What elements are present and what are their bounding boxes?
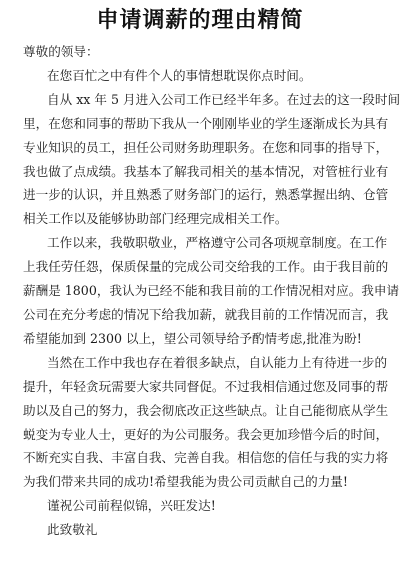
paragraph-1-line-6: 相关工作以及能够协助部门经理完成相关工作。 [23, 211, 288, 227]
paragraph-1-line-5: 进一步的认识，并且熟悉了财务部门的运行，熟悉掌握出纳、仓管 [23, 187, 389, 203]
closing-salute-line: 此致敬礼 [47, 522, 98, 538]
paragraph-3-line-4: 蜕变为专业人士，更好的为公司服务。我会更加珍惜今后的时间， [23, 426, 389, 442]
paragraph-2-line-5: 希望能加到 2300 以上，望公司领导给予酌情考虑,批准为盼! [23, 330, 362, 346]
paragraph-1-line-4: 我也做了点成绩。我基本了解我司相关的基本情况，对管桩行业有 [23, 163, 389, 179]
paragraph-1-line-3: 专业知识的员工，担任公司财务助理职务。在您和同事的指导下， [23, 139, 389, 155]
salutation-line: 尊敬的领导： [23, 44, 99, 59]
paragraph-2-line-2: 上我任劳任怨，保质保量的完成公司交给我的工作。由于我目前的 [23, 259, 389, 275]
paragraph-3-line-2: 提升，年轻贪玩需要大家共同督促。不过我相信通过您及同事的帮 [23, 378, 389, 394]
paragraph-1-line-1: 自从 xx 年 5 月进入公司工作已经半年多。在过去的这一段时间 [47, 91, 400, 107]
document-title: 申请调薪的理由精简 [96, 8, 304, 33]
paragraph-1-line-2: 里，在您和同事的帮助下我从一个刚刚毕业的学生逐渐成长为具有 [23, 115, 389, 131]
paragraph-3-line-3: 助以及自己的努力，我会彻底改正这些缺点。让自己能彻底从学生 [23, 402, 389, 418]
paragraph-3-line-5: 不断充实自我、丰富自我、完善自我。相信您的信任与我的实力将 [23, 450, 389, 466]
paragraph-2-line-4: 公司在充分考虑的情况下给我加薪，就我目前的工作情况而言，我 [23, 306, 389, 322]
paragraph-2-line-1: 工作以来，我敬职敬业，严格遵守公司各项规章制度。在工作 [47, 235, 388, 251]
closing-wish-line: 谨祝公司前程似锦，兴旺发达! [47, 498, 216, 514]
letter-body [0, 36, 400, 542]
paragraph-2-line-3: 薪酬是 1800，我认为已经不能和我目前的工作情况相对应。我申请 [23, 283, 400, 299]
paragraph-3-line-6: 为我们带来共同的成功!希望我能为贵公司贡献自己的力量! [23, 474, 348, 490]
opening-line: 在您百忙之中有件个人的事情想耽误你点时间。 [47, 67, 312, 83]
paragraph-3-line-1: 当然在工作中我也存在着很多缺点，自认能力上有待进一步的 [47, 354, 388, 370]
